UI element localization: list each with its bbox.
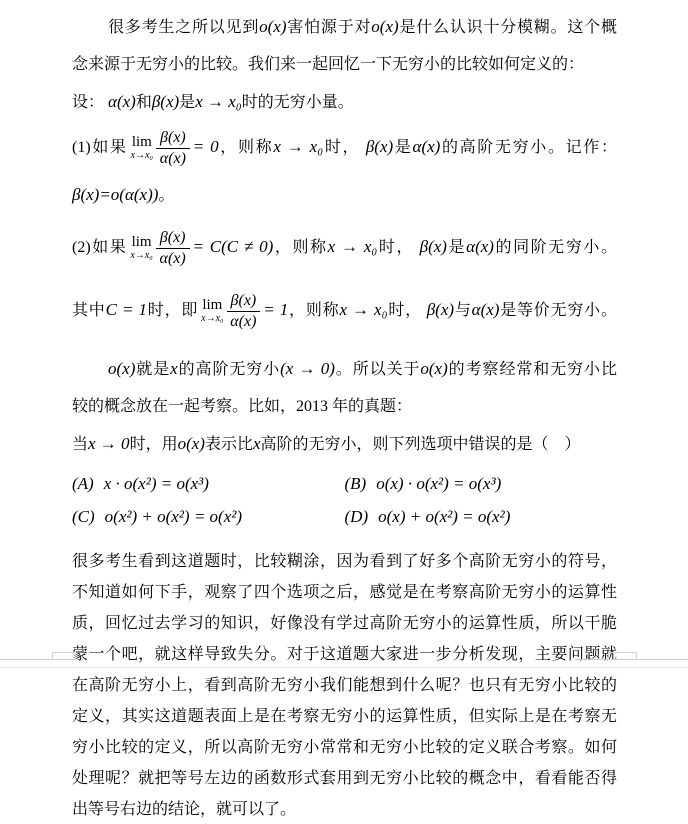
option-b-label: (B) [344, 474, 367, 493]
limit-fraction [130, 229, 189, 268]
definition-2-rhs: = C(C ≠ 0) [192, 237, 274, 256]
text-token: 高阶的无穷小，则下列选项中错误的是（ ） [260, 436, 581, 453]
text-token: 是 [179, 94, 196, 111]
text-token: 。 [158, 187, 175, 204]
text-token: 时， [387, 302, 427, 319]
option-c-formula: o(x²) + o(x²) = o(x²) [104, 507, 243, 526]
text-line: 在高阶无穷小上，看到高阶无穷小我们能想到什么呢？也只有无穷小比较的 [72, 677, 617, 694]
math-token: α(x) [471, 300, 500, 319]
text-token: 较的概念放在一起考察。比如，2013 年的真题： [72, 398, 413, 415]
lim-subscript: x→x₀ [201, 313, 224, 325]
lim-operator: lim x→x₀ [130, 134, 154, 162]
math-token: α(x) [466, 237, 494, 256]
fraction [156, 229, 190, 268]
page-break-margin-notch-left [52, 652, 76, 660]
page-break-margin-notch-right [608, 652, 637, 660]
option-d-label: (D) [344, 507, 369, 526]
setup-line [72, 83, 617, 121]
text-token: 是 [393, 139, 413, 156]
options-list [72, 467, 617, 533]
intro-paragraph [72, 8, 617, 83]
text-token: 与 [454, 302, 472, 319]
option-b-formula: o(x) · o(x²) = o(x³) [376, 474, 502, 493]
math-token: α(x) [412, 137, 441, 156]
question-line [72, 425, 617, 463]
equivalence-suffix [288, 302, 617, 319]
fraction-numerator: β(x) [156, 129, 190, 149]
text-token: 念来源于无穷小的比较。我们来一起回忆一下无穷小的比较如何定义的： [72, 56, 585, 73]
text-token: 表示比 [204, 436, 253, 453]
text-token: 的同阶无穷小。 [493, 239, 617, 256]
context-paragraph [72, 350, 617, 425]
text-token: 是什么认识十分模糊。这个概 [398, 19, 617, 36]
math-token: o(x) [371, 17, 399, 36]
equivalence-prefix [72, 302, 198, 319]
text-token: 时，即 [146, 302, 199, 319]
notation-line [72, 184, 617, 207]
text-token: ，则称 [273, 239, 328, 256]
text-token: 害怕源于对 [286, 19, 372, 36]
math-token: α(x) [108, 92, 136, 111]
text-line [72, 350, 617, 388]
text-token: 和 [135, 94, 152, 111]
definition-1-rhs: = 0 [192, 137, 219, 156]
definition-1-line [72, 123, 617, 172]
text-token: 设： [72, 94, 109, 111]
lim-subscript: x→x₀ [130, 250, 153, 262]
fraction-denominator: α(x) [159, 249, 186, 267]
page-break-faint-rule [0, 667, 688, 668]
text-token: 是等价无穷小。 [499, 302, 617, 319]
text-token: 时的无穷小量。 [241, 94, 354, 111]
math-token: β(x) [426, 300, 455, 319]
option-b [345, 467, 618, 500]
text-line: 出等号右边的结论，就可以了。 [72, 801, 297, 818]
math-token: β(x) [419, 237, 447, 256]
definition-2-prefix [72, 239, 127, 256]
math-token: o(x) [177, 434, 205, 453]
option-d [345, 500, 618, 533]
text-token: 时， [323, 139, 366, 156]
math-token: x [252, 434, 261, 453]
text-line: 处理呢？就把等号左边的函数形式套用到无穷小比较的概念中，看看能否得 [72, 770, 617, 787]
math-token: x → x₀ [195, 92, 242, 111]
text-line [72, 8, 617, 46]
definition-2-suffix [273, 239, 617, 256]
math-token: x → x₀ [327, 237, 378, 256]
text-token: ，则称 [288, 302, 340, 319]
definition-2-line [72, 223, 617, 272]
math-token: x [170, 359, 178, 378]
fraction-numerator: β(x) [227, 292, 261, 312]
discussion-paragraph [72, 546, 617, 824]
definition-1-suffix [219, 139, 617, 156]
fraction [227, 292, 261, 331]
text-token: 时，用 [129, 436, 178, 453]
text-token: 是 [446, 239, 467, 256]
text-line: 蒙一个吧，就这样导致失分。对于这道题大家进一步分析发现，主要问题就 [72, 646, 617, 663]
option-d-formula: o(x) + o(x²) = o(x²) [378, 507, 511, 526]
math-token: C = 1 [105, 300, 147, 319]
text-token: 时， [377, 239, 420, 256]
text-token: 很多考生之所以见到 [108, 19, 260, 36]
math-token: x → 0 [88, 434, 130, 453]
fraction [156, 129, 190, 168]
text-token: 的高阶无穷小 [177, 361, 281, 378]
math-token: x → x₀ [339, 300, 388, 319]
text-line: 穷小比较的定义，所以高阶无穷小常常和无穷小比较的定义联合考察。如何 [72, 739, 617, 756]
limit-fraction [201, 292, 260, 331]
definition-1-prefix [72, 139, 128, 156]
text-token: (2)如果 [72, 239, 128, 256]
text-line [72, 388, 617, 425]
fraction-denominator: α(x) [230, 312, 257, 330]
text-line [72, 46, 617, 83]
text-token: 当 [72, 436, 89, 453]
text-token: 。所以关于 [334, 361, 421, 378]
math-token: o(x) [259, 17, 287, 36]
fraction-denominator: α(x) [159, 149, 186, 167]
text-line: 定义，其实这道题表面上是在考察无穷小的运算性质，但实际上是在考察无 [72, 708, 617, 725]
lim-operator: lim x→x₀ [201, 297, 224, 325]
text-line: 很多考生看到这道题时，比较糊涂，因为看到了好多个高阶无穷小的符号， [72, 553, 617, 570]
equivalence-line [72, 286, 617, 335]
fraction-numerator: β(x) [156, 229, 190, 249]
math-token: β(x) [365, 137, 394, 156]
text-token: 的考察经常和无穷小比 [447, 361, 617, 378]
text-token: ，则称 [218, 139, 274, 156]
text-line: 质，回忆过去学习的知识，好像没有学过高阶无穷小的运算性质，所以干脆 [72, 615, 617, 632]
options-row-1 [72, 467, 617, 500]
option-c [72, 500, 345, 533]
math-token: x → x₀ [273, 137, 324, 156]
option-a [72, 467, 345, 500]
text-token: 的高阶无穷小。记作： [440, 139, 617, 156]
text-line: 不知道如何下手，观察了四个选项之后，感觉是在考察高阶无穷小的运算性 [72, 584, 617, 601]
text-token: (1)如果 [72, 139, 128, 156]
option-a-label: (A) [72, 474, 94, 493]
options-row-2 [72, 500, 617, 533]
equivalence-rhs: = 1 [263, 300, 289, 319]
lim-operator: lim x→x₀ [130, 234, 153, 262]
lim-subscript: x→x₀ [130, 150, 154, 162]
math-token: o(x) [420, 359, 448, 378]
math-token: o(x) [108, 359, 136, 378]
text-token: 其中 [72, 302, 106, 319]
option-a-formula: x · o(x²) = o(x³) [103, 474, 209, 493]
math-token: (x → 0) [280, 359, 335, 378]
text-token: 就是 [135, 361, 171, 378]
math-token: β(x)=o(α(x)) [72, 185, 159, 204]
math-token: β(x) [151, 92, 180, 111]
limit-fraction [131, 129, 190, 168]
option-c-label: (C) [72, 507, 95, 526]
